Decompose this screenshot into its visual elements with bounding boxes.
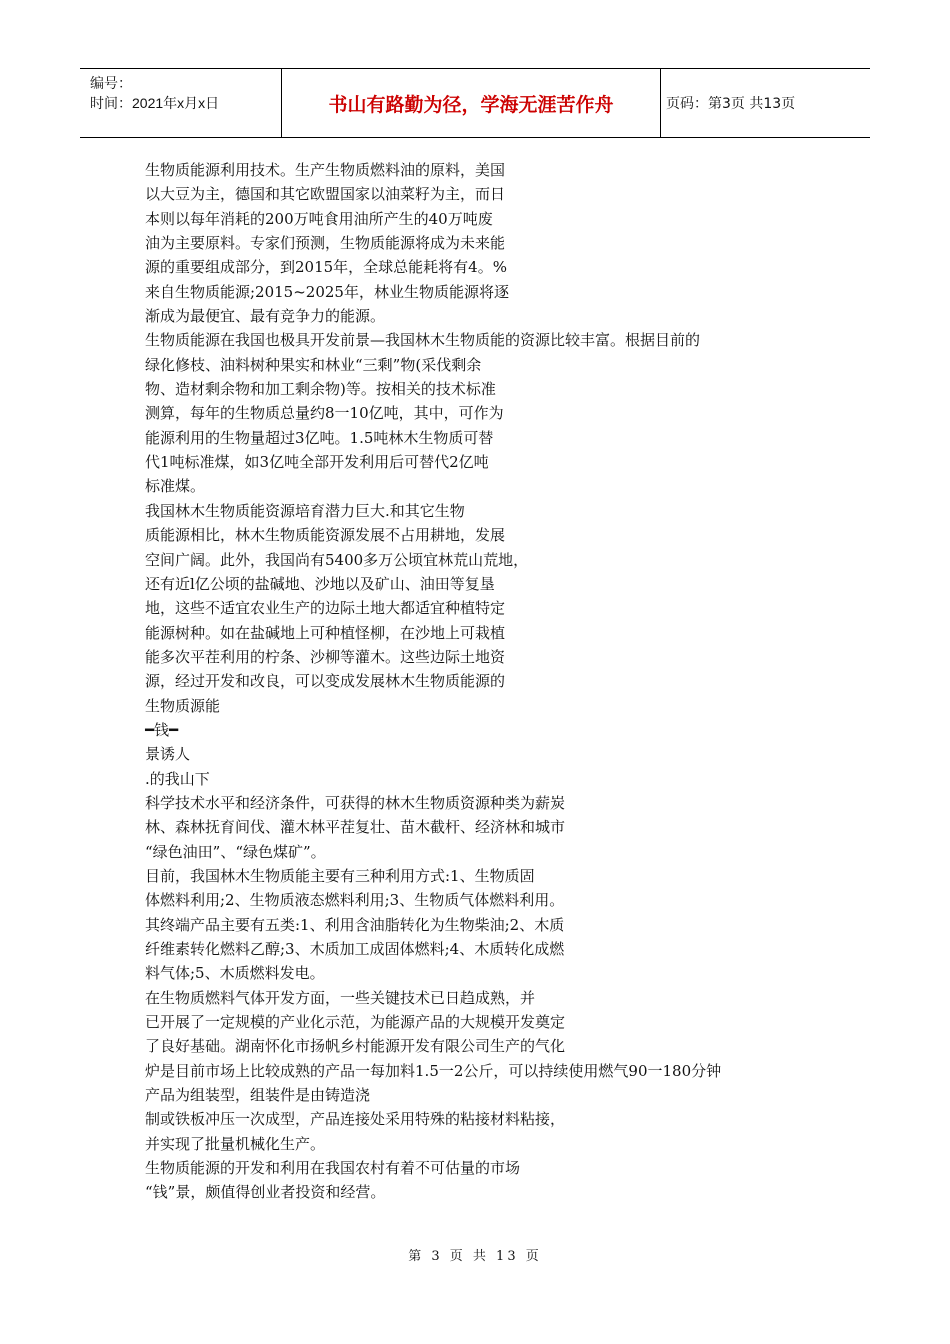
body-line: “绿色油田”、“绿色煤矿”。 [145,842,326,861]
body-line: 其终端产品主要有五类:1、利用含油脂转化为生物柴油;2、木质 [145,915,565,934]
body-line: 了良好基础。湖南怀化市扬帆乡村能源开发有限公司生产的气化 [145,1037,566,1056]
page-header [80,68,870,138]
body-line: 在生物质燃料气体开发方面，一些关键技术已日趋成熟，并 [145,988,536,1007]
header-meta [80,69,280,137]
body-line: 源的重要组成部分，到2015年，全球总能耗将有4。% [145,258,507,277]
body-line: 油为主要原料。专家们预测，生物质能源将成为未来能 [145,234,506,253]
body-line: 产品为组装型，组装件是由铸造浇 [145,1086,371,1105]
body-line: “钱”景，颇值得创业者投资和经营。 [145,1183,386,1202]
body-line: 地，这些不适宜农业生产的边际土地大都适宜种植特定 [145,599,506,618]
body-line: 能源利用的生物量超过3亿吨。1.5吨林木生物质可替 [145,428,494,447]
page-footer: 第 3 页 共 13 页 [408,1249,542,1264]
header-motto: 书山有路勤为径，学海无涯苦作舟 [281,69,661,137]
doc-time-label: 时间：2021年x月x日 [90,95,220,111]
body-line: 纤维素转化燃料乙醇;3、木质加工成固体燃料;4、木质转化成燃 [145,940,565,958]
body-line: .的我山下 [145,769,210,788]
body-line: 景诱人 [145,745,191,764]
body-line: 来自生物质能源;2015~2025年，林业生物质能源将逐 [145,282,509,301]
body-line: 能源树种。如在盐碱地上可种植怪柳，在沙地上可栽植 [145,623,506,642]
body-line: 炉是目前市场上比较成熟的产品一每加料1.5一2公斤，可以持续使用燃气90一180分钟 [145,1061,722,1080]
doc-number-label: 编号： [90,75,132,91]
body-line: 制或铁板冲压一次成型，产品连接处采用特殊的粘接材料粘接， [145,1110,566,1129]
document-body [145,158,845,1205]
body-line: 能多次平茬利用的柠条、沙柳等灌木。这些边际土地资 [145,647,506,666]
body-line: 质能源相比，林木生物质能资源发展不占用耕地，发展 [145,526,506,545]
body-line: 生物质源能 [145,696,221,715]
body-line: 体燃料利用;2、生物质液态燃料利用;3、生物质气体燃料利用。 [145,891,565,910]
body-line: 渐成为最便宜、最有竞争力的能源。 [145,307,386,326]
body-line: 测算，每年的生物质总量约8一10亿吨，其中，可作为 [145,404,504,423]
body-line: 料气体;5、木质燃料发电。 [145,964,325,983]
body-line: 生物质能源在我国也极具开发前景—我国林木生物质能的资源比较丰富。根据目前的 [145,331,701,350]
body-line: 还有近l亿公顷的盐碱地、沙地以及矿山、油田等复垦 [145,574,495,593]
body-line: 已开展了一定规模的产业化示范，为能源产品的大规模开发奠定 [145,1013,566,1032]
body-line: 并实现了批量机械化生产。 [145,1134,326,1153]
body-line: 源，经过开发和改良，可以变成发展林木生物质能源的 [145,672,506,691]
body-line: 本则以每年消耗的200万吨食用油所产生的40万吨废 [145,209,493,228]
body-line: 物、造材剩余物和加工剩余物)等。按相关的技术标准 [145,380,496,399]
body-line: 目前，我国林木生物质能主要有三种利用方式:1、生物质固 [145,866,535,885]
body-line: 空间广阔。此外，我国尚有5400多万公顷宜林荒山荒地， [145,550,529,569]
body-line: 我国林木生物质能资源培育潜力巨大.和其它生物 [145,501,465,520]
body-line: 以大豆为主，德国和其它欧盟国家以油菜籽为主，而日 [145,185,506,204]
body-line: ━钱━ [145,720,179,739]
body-line: 科学技术水平和经济条件，可获得的林木生物质资源种类为薪炭 [145,793,566,812]
body-line: 标准煤。 [145,477,206,496]
body-line: 生物质能源利用技术。生产生物质燃料油的原料，美国 [145,161,506,179]
body-line: 绿化修枝、油料树种果实和林业“三剩”物(采伐剩余 [145,355,482,374]
body-line: 代1吨标准煤，如3亿吨全部开发利用后可替代2亿吨 [145,453,489,472]
body-line: 生物质能源的开发和利用在我国农村有着不可估量的市场 [145,1159,521,1178]
header-page-info: 页码：第3页 共13页 [666,96,796,112]
body-line: 林、森林抚育间伐、灌木林平茬复壮、苗木截杆、经济林和城市 [145,818,566,837]
